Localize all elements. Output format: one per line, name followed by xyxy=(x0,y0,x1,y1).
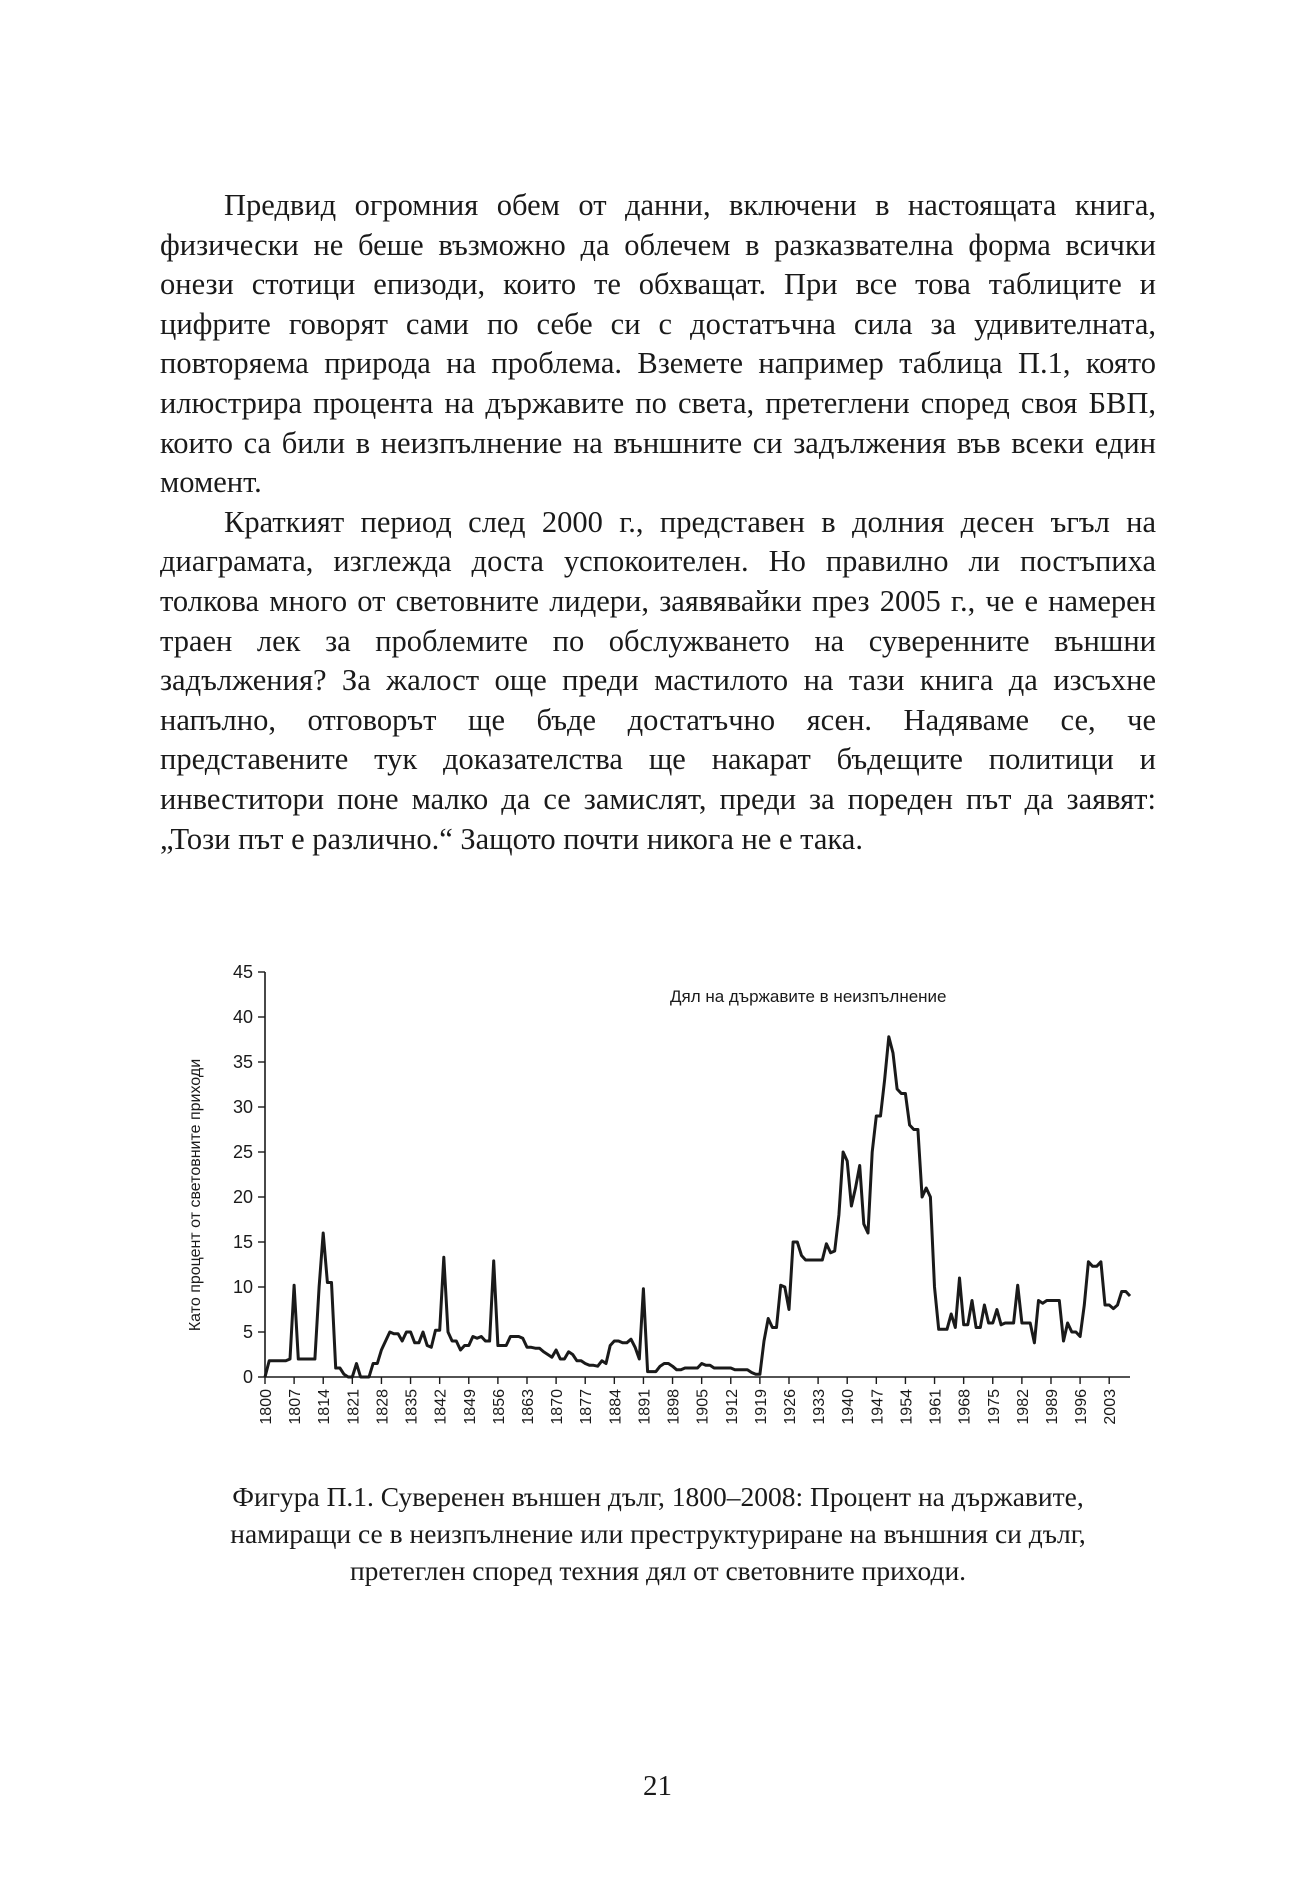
x-tick-label: 1947 xyxy=(869,1389,887,1425)
x-tick-label: 1814 xyxy=(316,1389,334,1425)
x-tick-label: 1912 xyxy=(723,1389,741,1425)
x-tick-label: 1961 xyxy=(927,1389,945,1425)
y-tick-label: 45 xyxy=(232,962,253,982)
caption-line-2: намиращи се в неизпълнение или преструктуриране на външния си дълг, xyxy=(230,1518,1086,1549)
x-tick-label: 1800 xyxy=(258,1389,275,1425)
x-tick-label: 1982 xyxy=(1014,1389,1032,1425)
y-tick-label: 35 xyxy=(232,1052,253,1072)
x-tick-label: 1919 xyxy=(752,1389,770,1425)
x-tick-label: 1863 xyxy=(519,1389,537,1425)
figure-chart xyxy=(170,940,1150,1480)
caption-line-3: претеглен според техния дял от световните приходи. xyxy=(349,1555,967,1586)
x-tick-label: 1933 xyxy=(811,1389,829,1425)
series-line xyxy=(265,1037,1130,1377)
y-tick-label: 5 xyxy=(242,1322,253,1342)
x-tick-label: 1870 xyxy=(549,1389,567,1425)
paragraph-1: Предвид огромния обем от данни, включени в настоящата книга, физически не беше възможно да облечем в разказвателна форма всички онези стотици епизоди, които те обхващат. При все това таблиците и цифрите говорят сами по себе си с достатъчна сила за удивителната, повторяема природа на проблема. Вземете например таблица П.1, която илюстрира процента на държавите по света, претеглени според своя БВП, които са били в неизпълнение на външните си задължения във всеки един момент. xyxy=(160,188,1156,500)
x-tick-label: 1835 xyxy=(403,1389,421,1425)
x-tick-label: 1996 xyxy=(1073,1389,1091,1425)
body-text xyxy=(160,186,1156,859)
y-tick-label: 0 xyxy=(242,1367,253,1387)
x-tick-label: 1884 xyxy=(607,1389,625,1425)
x-tick-label: 1975 xyxy=(985,1389,1003,1425)
x-tick-label: 1828 xyxy=(374,1389,392,1425)
y-tick-label: 40 xyxy=(232,1007,253,1027)
line-chart xyxy=(170,940,1150,1480)
x-tick-label: 1891 xyxy=(636,1389,654,1425)
x-tick-label: 1842 xyxy=(432,1389,450,1425)
x-tick-label: 1821 xyxy=(345,1389,363,1425)
y-tick-label: 25 xyxy=(232,1142,253,1162)
x-tick-label: 1807 xyxy=(287,1389,305,1425)
x-tick-label: 2003 xyxy=(1102,1389,1120,1425)
series-label: Дял на държавите в неизпълнение xyxy=(670,987,947,1006)
paragraph-2: Краткият период след 2000 г., представен в долния десен ъгъл на диаграмата, изглежда доста успокоителен. Но правилно ли постъпиха толкова много от световните лидери, заявявайки през 2005 г., че е намерен траен лек за проблемите по обслужването на суверенните външни задължения? За жалост още преди мастилото на тази книга да изсъхне напълно, отговорът ще бъде достатъчно ясен. Надяваме се, че представените тук доказателства ще накарат бъдещите политици и инвеститори поне малко да се замислят, преди за пореден път да заявят: „Този път е различно.“ Защото почти никога не е така. xyxy=(160,504,1156,856)
y-tick-label: 30 xyxy=(232,1097,253,1117)
x-tick-label: 1989 xyxy=(1043,1389,1061,1425)
figure-caption xyxy=(160,1478,1156,1589)
x-tick-label: 1849 xyxy=(461,1389,479,1425)
y-tick-label: 10 xyxy=(232,1277,253,1297)
x-tick-label: 1898 xyxy=(665,1389,683,1425)
y-tick-label: 15 xyxy=(232,1232,253,1252)
x-axis xyxy=(258,1377,1130,1425)
caption-line-1: Фигура П.1. Суверенен външен дълг, 1800–2008: Процент на държавите, xyxy=(232,1481,1084,1512)
x-tick-label: 1856 xyxy=(490,1389,508,1425)
y-axis xyxy=(233,962,265,1387)
x-tick-label: 1968 xyxy=(956,1389,974,1425)
x-tick-label: 1905 xyxy=(694,1389,712,1425)
y-tick-label: 20 xyxy=(232,1187,253,1207)
page-number: 21 xyxy=(643,1770,672,1802)
x-tick-label: 1926 xyxy=(781,1389,799,1425)
x-tick-label: 1877 xyxy=(578,1389,596,1425)
x-tick-label: 1940 xyxy=(840,1389,858,1425)
x-tick-label: 1954 xyxy=(898,1389,916,1425)
y-axis-label: Като процент от световните приходи xyxy=(187,1058,204,1332)
